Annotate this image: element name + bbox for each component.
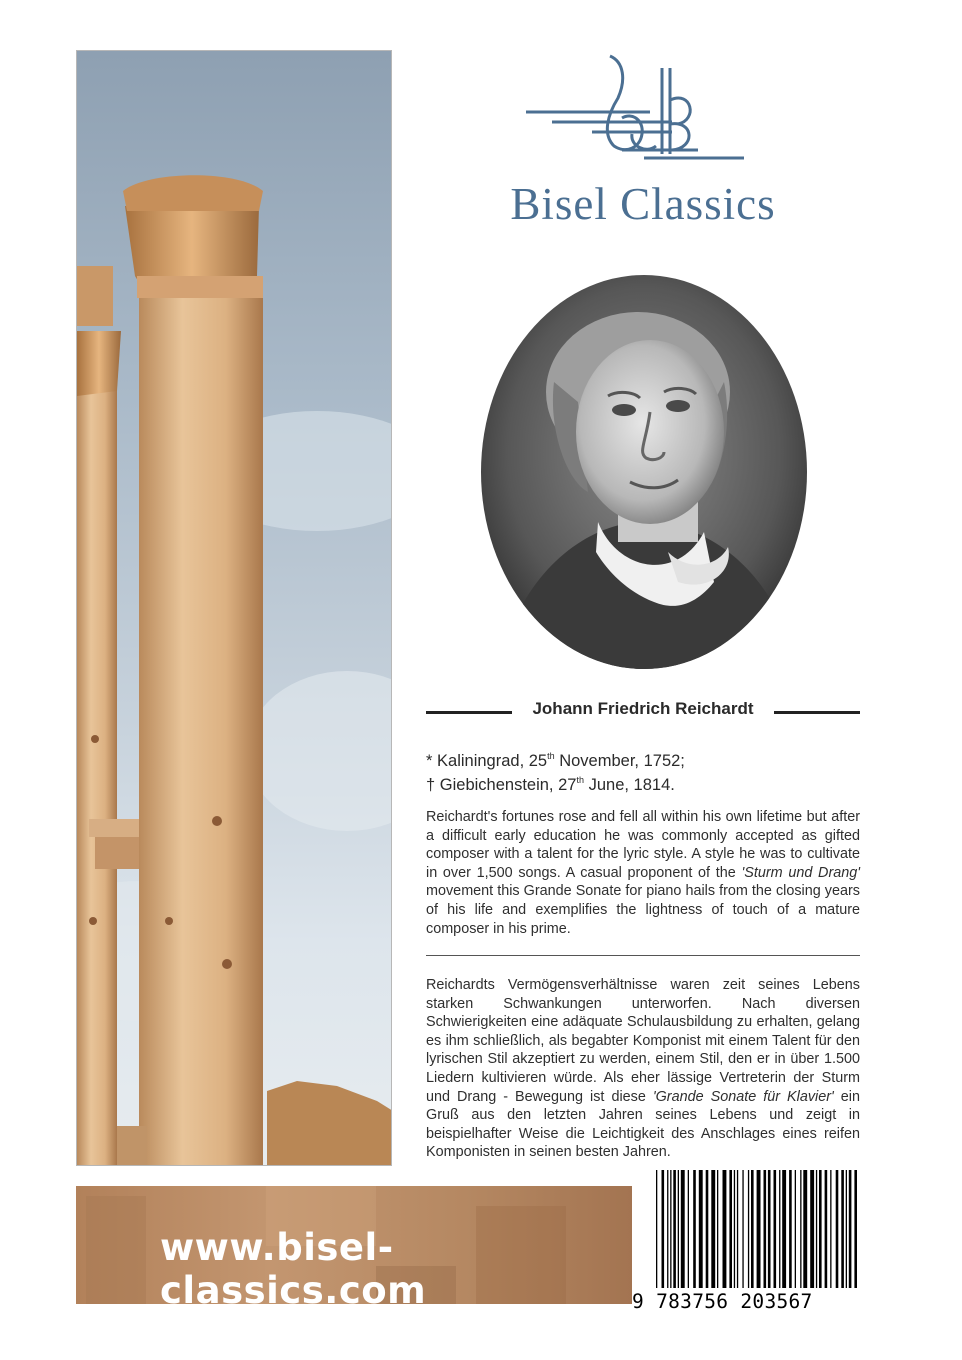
barcode-bar	[670, 1170, 671, 1288]
english-description	[426, 808, 860, 938]
barcode-bar	[688, 1170, 689, 1288]
barcode-bar	[768, 1170, 771, 1288]
barcode-bar	[810, 1170, 814, 1288]
english-text-italic: 'Sturm und Drang'	[741, 864, 860, 881]
barcode-bar	[800, 1170, 801, 1288]
ancient-columns-photo	[76, 50, 392, 1166]
birth-place: Kaliningrad,	[437, 752, 525, 770]
barcode-bar	[846, 1170, 847, 1288]
website-url[interactable]: www.bisel-classics.com	[160, 1226, 427, 1304]
german-text-part2: ein Gruß aus den letzten Jahren seines Lebens und zeigt in beispielhafter Weise die Leichtigkeit des Anschlages eines reifen Komponisten in seinen besten Jahren.	[426, 1088, 860, 1161]
barcode-bar	[774, 1170, 777, 1288]
barcode-bar	[699, 1170, 703, 1288]
barcode-bar	[830, 1170, 831, 1288]
isbn-number: 9 783756 203567	[632, 1290, 813, 1313]
composer-engraved-portrait	[478, 272, 810, 672]
barcode-bar	[757, 1170, 761, 1288]
barcode-bar	[795, 1170, 796, 1288]
birth-rest: November, 1752;	[559, 752, 685, 770]
barcode-bar	[782, 1170, 786, 1288]
barcode-bar	[816, 1170, 817, 1288]
death-rest: June, 1814.	[588, 776, 675, 794]
ruins-banner-photo	[76, 1186, 632, 1304]
barcode-bar	[673, 1170, 676, 1288]
barcode-bar	[737, 1170, 738, 1288]
barcode-bar	[723, 1170, 727, 1288]
barcode-bar	[819, 1170, 822, 1288]
barcode-bar	[711, 1170, 715, 1288]
barcode-bar	[662, 1170, 665, 1288]
barcode-bar	[854, 1170, 857, 1288]
barcode-bar	[678, 1170, 679, 1288]
death-place: Giebichenstein,	[439, 776, 554, 794]
english-text-part1: Reichardt's fortunes rose and fell all within his own lifetime but after a difficult early education he was commonly accepted as gifted composer with a talent for the lyric style. A style he was to cultivate in over 1,500 songs. A casual proponent of the	[426, 809, 860, 881]
paragraph-separator	[426, 955, 860, 956]
barcode-bar	[748, 1170, 749, 1288]
death-line	[426, 773, 860, 797]
death-ordinal: th	[576, 775, 584, 785]
barcode-bar	[836, 1170, 839, 1288]
barcode-bar	[751, 1170, 754, 1288]
barcode-bar	[779, 1170, 780, 1288]
birth-symbol: *	[426, 752, 433, 770]
birth-day: 25	[528, 752, 548, 770]
composer-heading	[426, 699, 860, 725]
barcode-bar	[667, 1170, 668, 1288]
death-symbol: †	[426, 776, 436, 794]
composer-name: Johann Friedrich Reichardt	[518, 699, 767, 718]
barcode-bar	[803, 1170, 807, 1288]
isbn-barcode	[654, 1170, 862, 1288]
barcode-bar	[729, 1170, 732, 1288]
birth-line	[426, 749, 860, 773]
death-day: 27	[558, 776, 577, 794]
german-text-italic: 'Grande Sonate für Klavier'	[652, 1088, 834, 1105]
bisel-classics-clef-logo-icon	[522, 50, 752, 180]
barcode-bar	[825, 1170, 828, 1288]
barcode-bar	[717, 1170, 718, 1288]
barcode-bar	[681, 1170, 685, 1288]
barcode-bar	[734, 1170, 735, 1288]
barcode-bar	[849, 1170, 852, 1288]
english-text-part2: movement this Grande Sonate for piano hails from the closing years of his life and exemplifies the lightness of touch of a mature composer in his prime.	[426, 883, 860, 937]
composer-dates	[426, 749, 860, 797]
birth-ordinal: th	[547, 751, 555, 761]
german-description	[426, 976, 860, 1162]
barcode-bar	[789, 1170, 792, 1288]
barcode-bar	[656, 1170, 657, 1288]
barcode-bar	[742, 1170, 743, 1288]
barcode-bar	[841, 1170, 844, 1288]
barcode-bar	[706, 1170, 709, 1288]
barcode-bar	[693, 1170, 696, 1288]
barcode-bar	[764, 1170, 767, 1288]
german-text-part1: Reichardts Vermögensverhältnisse waren zeit seines Lebens starken Schwankungen unterworfen. Nach diversen Schwierigkeiten eine adäquate Schulausbildung zu erhalten, gelang es ihm schließlich, als begabter Komponist mit einem Talent für den lyrischen Stil akzeptiert zu werden, einem Stil, den er in über 1.500 Liedern kultivieren würde. Als eher lässige Vertreterin der Sturm und Drang - Bewegung ist diese	[426, 977, 860, 1105]
brand-name: Bisel Classics	[510, 179, 776, 229]
